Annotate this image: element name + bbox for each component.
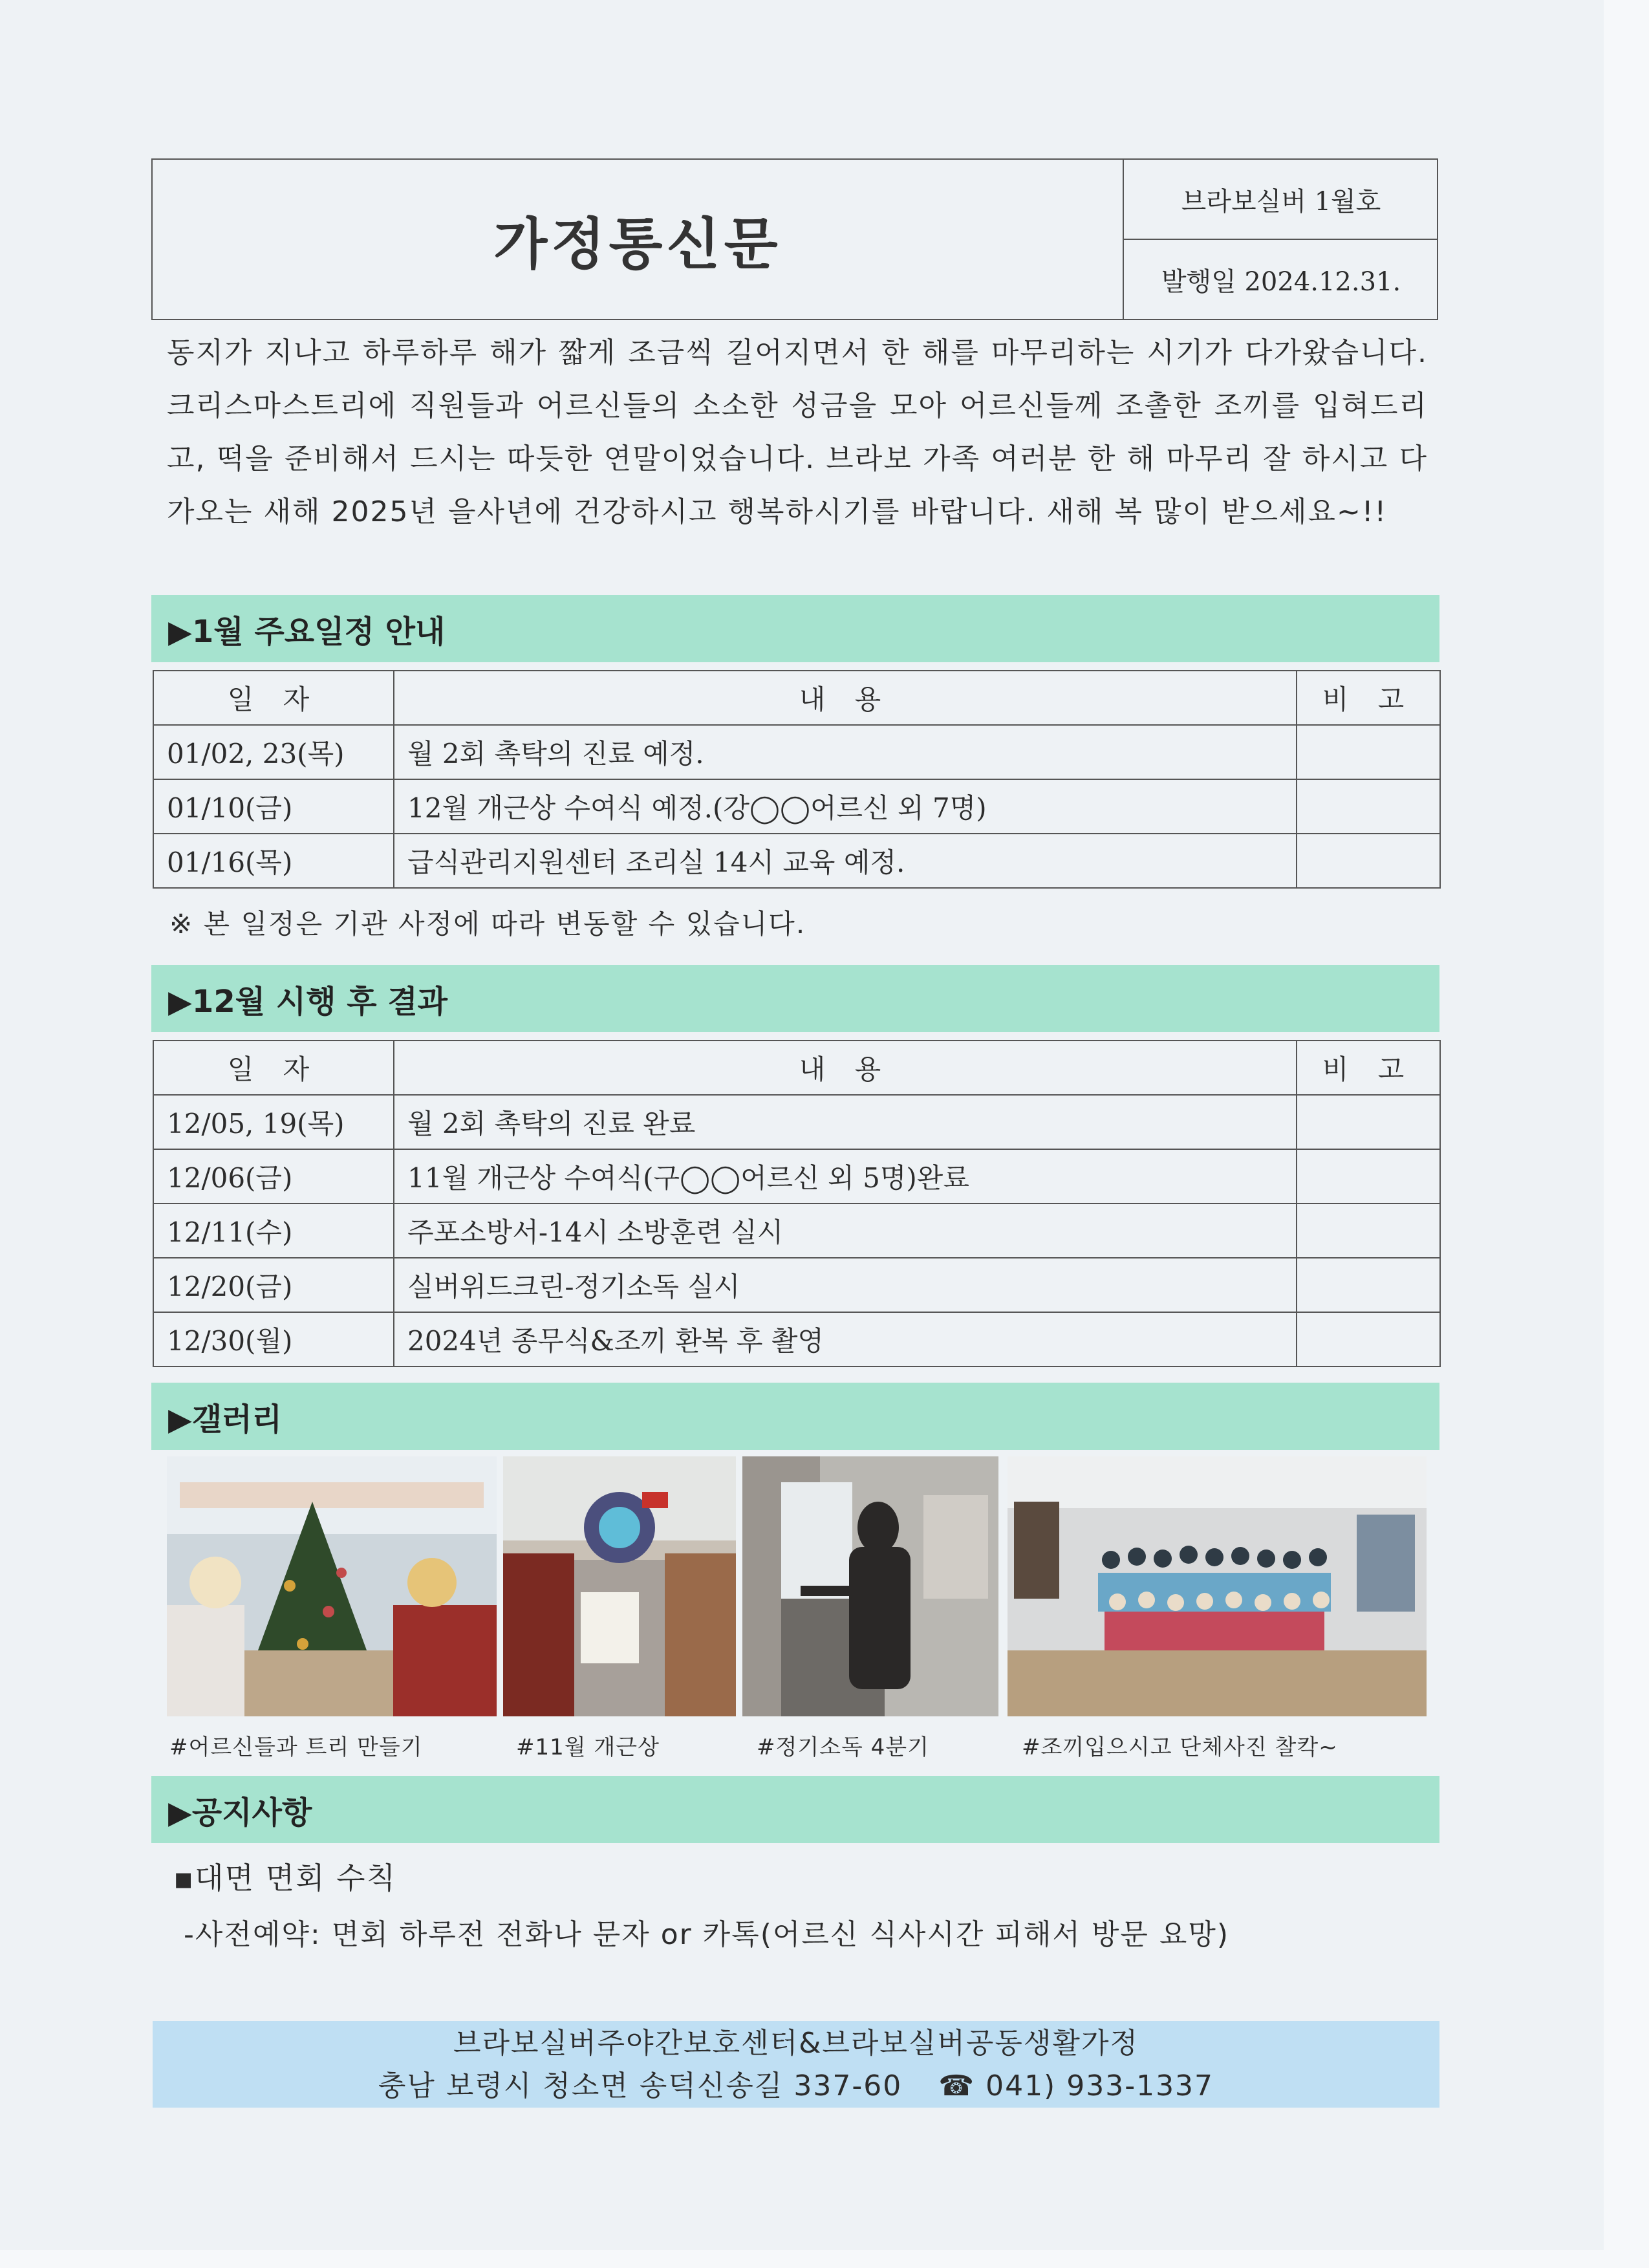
section-heading-results: ▶12월 시행 후 결과 bbox=[151, 965, 1439, 1032]
row-date: 12/11(수) bbox=[153, 1204, 394, 1258]
table-row bbox=[153, 1312, 1440, 1366]
row-note bbox=[1297, 1095, 1440, 1149]
row-date: 12/06(금) bbox=[153, 1149, 394, 1204]
column-header-note: 비 고 bbox=[1297, 671, 1440, 725]
row-note bbox=[1297, 779, 1440, 834]
row-date: 01/10(금) bbox=[153, 779, 394, 834]
schedule-notice: ※ 본 일정은 기관 사정에 따라 변동할 수 있습니다. bbox=[169, 908, 806, 940]
photo-group-image bbox=[1008, 1456, 1427, 1716]
row-content: 월 2회 촉탁의 진료 완료 bbox=[394, 1095, 1297, 1149]
announcement-detail: -사전예약: 면회 하루전 전화나 문자 or 카톡(어르신 식사시간 피해서 방문 요망) bbox=[184, 1918, 1230, 1951]
row-content: 11월 개근상 수여식(구◯◯어르신 외 5명)완료 bbox=[394, 1149, 1297, 1204]
row-content: 월 2회 촉탁의 진료 예정. bbox=[394, 725, 1297, 779]
section-heading-announcements: ▶공지사항 bbox=[151, 1776, 1439, 1843]
row-content: 급식관리지원센터 조리실 14시 교육 예정. bbox=[394, 834, 1297, 888]
gallery-photo-award bbox=[503, 1456, 736, 1716]
row-date: 12/30(월) bbox=[153, 1312, 394, 1366]
results-table bbox=[153, 1040, 1441, 1367]
phone-icon: ☎ bbox=[938, 2069, 976, 2102]
photo-award-image bbox=[503, 1456, 736, 1716]
page-title: 가정통신문 bbox=[493, 212, 782, 277]
row-note bbox=[1297, 1312, 1440, 1366]
row-date: 01/16(목) bbox=[153, 834, 394, 888]
footer-address-line bbox=[153, 2065, 1439, 2108]
column-header-note: 비 고 bbox=[1297, 1041, 1440, 1095]
footer-org-name: 브라보실버주야간보호센터&브라보실버공동생활가정 bbox=[453, 2027, 1139, 2060]
row-content: 12월 개근상 수여식 예정.(강◯◯어르신 외 7명) bbox=[394, 779, 1297, 834]
section-heading-schedule: ▶1월 주요일정 안내 bbox=[151, 595, 1439, 662]
row-content: 2024년 종무식&조끼 환복 후 촬영 bbox=[394, 1312, 1297, 1366]
announcement-title: ▪대면 면회 수칙 bbox=[173, 1861, 397, 1895]
scan-edge bbox=[0, 2250, 1649, 2268]
table-row bbox=[153, 1149, 1440, 1204]
newsletter-header bbox=[151, 158, 1438, 320]
scan-edge bbox=[1604, 0, 1649, 2268]
gallery-photo-disinfection bbox=[742, 1456, 998, 1716]
column-header-date: 일 자 bbox=[153, 671, 394, 725]
table-row bbox=[153, 1204, 1440, 1258]
footer-phone: 041) 933-1337 bbox=[986, 2069, 1214, 2102]
gallery-photo-group bbox=[1008, 1456, 1427, 1716]
footer-address: 충남 보령시 청소면 송덕신송길 337-60 bbox=[378, 2069, 903, 2102]
row-date: 12/05, 19(목) bbox=[153, 1095, 394, 1149]
column-header-content: 내 용 bbox=[394, 1041, 1297, 1095]
photo-disinfection-image bbox=[742, 1456, 998, 1716]
gallery-caption: #조끼입으시고 단체사진 찰칵~ bbox=[1022, 1734, 1338, 1760]
table-row bbox=[153, 1095, 1440, 1149]
publish-date: 발행일 2024.12.31. bbox=[1161, 266, 1401, 297]
schedule-table bbox=[153, 670, 1441, 889]
row-content: 주포소방서-14시 소방훈련 실시 bbox=[394, 1204, 1297, 1258]
row-note bbox=[1297, 1258, 1440, 1312]
photo-tree-image bbox=[167, 1456, 497, 1716]
gallery-caption: #정기소독 4분기 bbox=[757, 1734, 929, 1760]
table-header-row bbox=[153, 671, 1440, 725]
row-note bbox=[1297, 1149, 1440, 1204]
intro-paragraph: 동지가 지나고 하루하루 해가 짧게 조금씩 길어지면서 한 해를 마무리하는 시기가 다가왔습니다. 크리스마스트리에 직원들과 어르신들의 소소한 성금을 모아 어르신들께 조촐한 조끼를 입혀드리고, 떡을 준비해서 드시는 따듯한 연말이었습니다. 브라보 가족 여러분 한 해 마무리 잘 하시고 다가오는 새해 2025년 을사년에 건강하시고 행복하시기를 바랍니다. 새해 복 많이 받으세요~!! bbox=[167, 336, 1428, 528]
row-date: 12/20(금) bbox=[153, 1258, 394, 1312]
table-row bbox=[153, 779, 1440, 834]
row-content: 실버위드크린-정기소독 실시 bbox=[394, 1258, 1297, 1312]
footer-contact bbox=[153, 2021, 1439, 2108]
table-row bbox=[153, 1258, 1440, 1312]
table-header-row bbox=[153, 1041, 1440, 1095]
row-date: 01/02, 23(목) bbox=[153, 725, 394, 779]
section-heading-gallery: ▶갤러리 bbox=[151, 1383, 1439, 1450]
column-header-content: 내 용 bbox=[394, 671, 1297, 725]
table-row bbox=[153, 725, 1440, 779]
row-note bbox=[1297, 1204, 1440, 1258]
gallery-caption: #11월 개근상 bbox=[516, 1734, 660, 1760]
row-note bbox=[1297, 725, 1440, 779]
row-note bbox=[1297, 834, 1440, 888]
table-row bbox=[153, 834, 1440, 888]
issue-label: 브라보실버 1월호 bbox=[1124, 160, 1438, 240]
gallery-caption: #어르신들과 트리 만들기 bbox=[169, 1734, 423, 1760]
issue-meta bbox=[1123, 160, 1438, 319]
column-header-date: 일 자 bbox=[153, 1041, 394, 1095]
gallery-photo-tree bbox=[167, 1456, 497, 1716]
